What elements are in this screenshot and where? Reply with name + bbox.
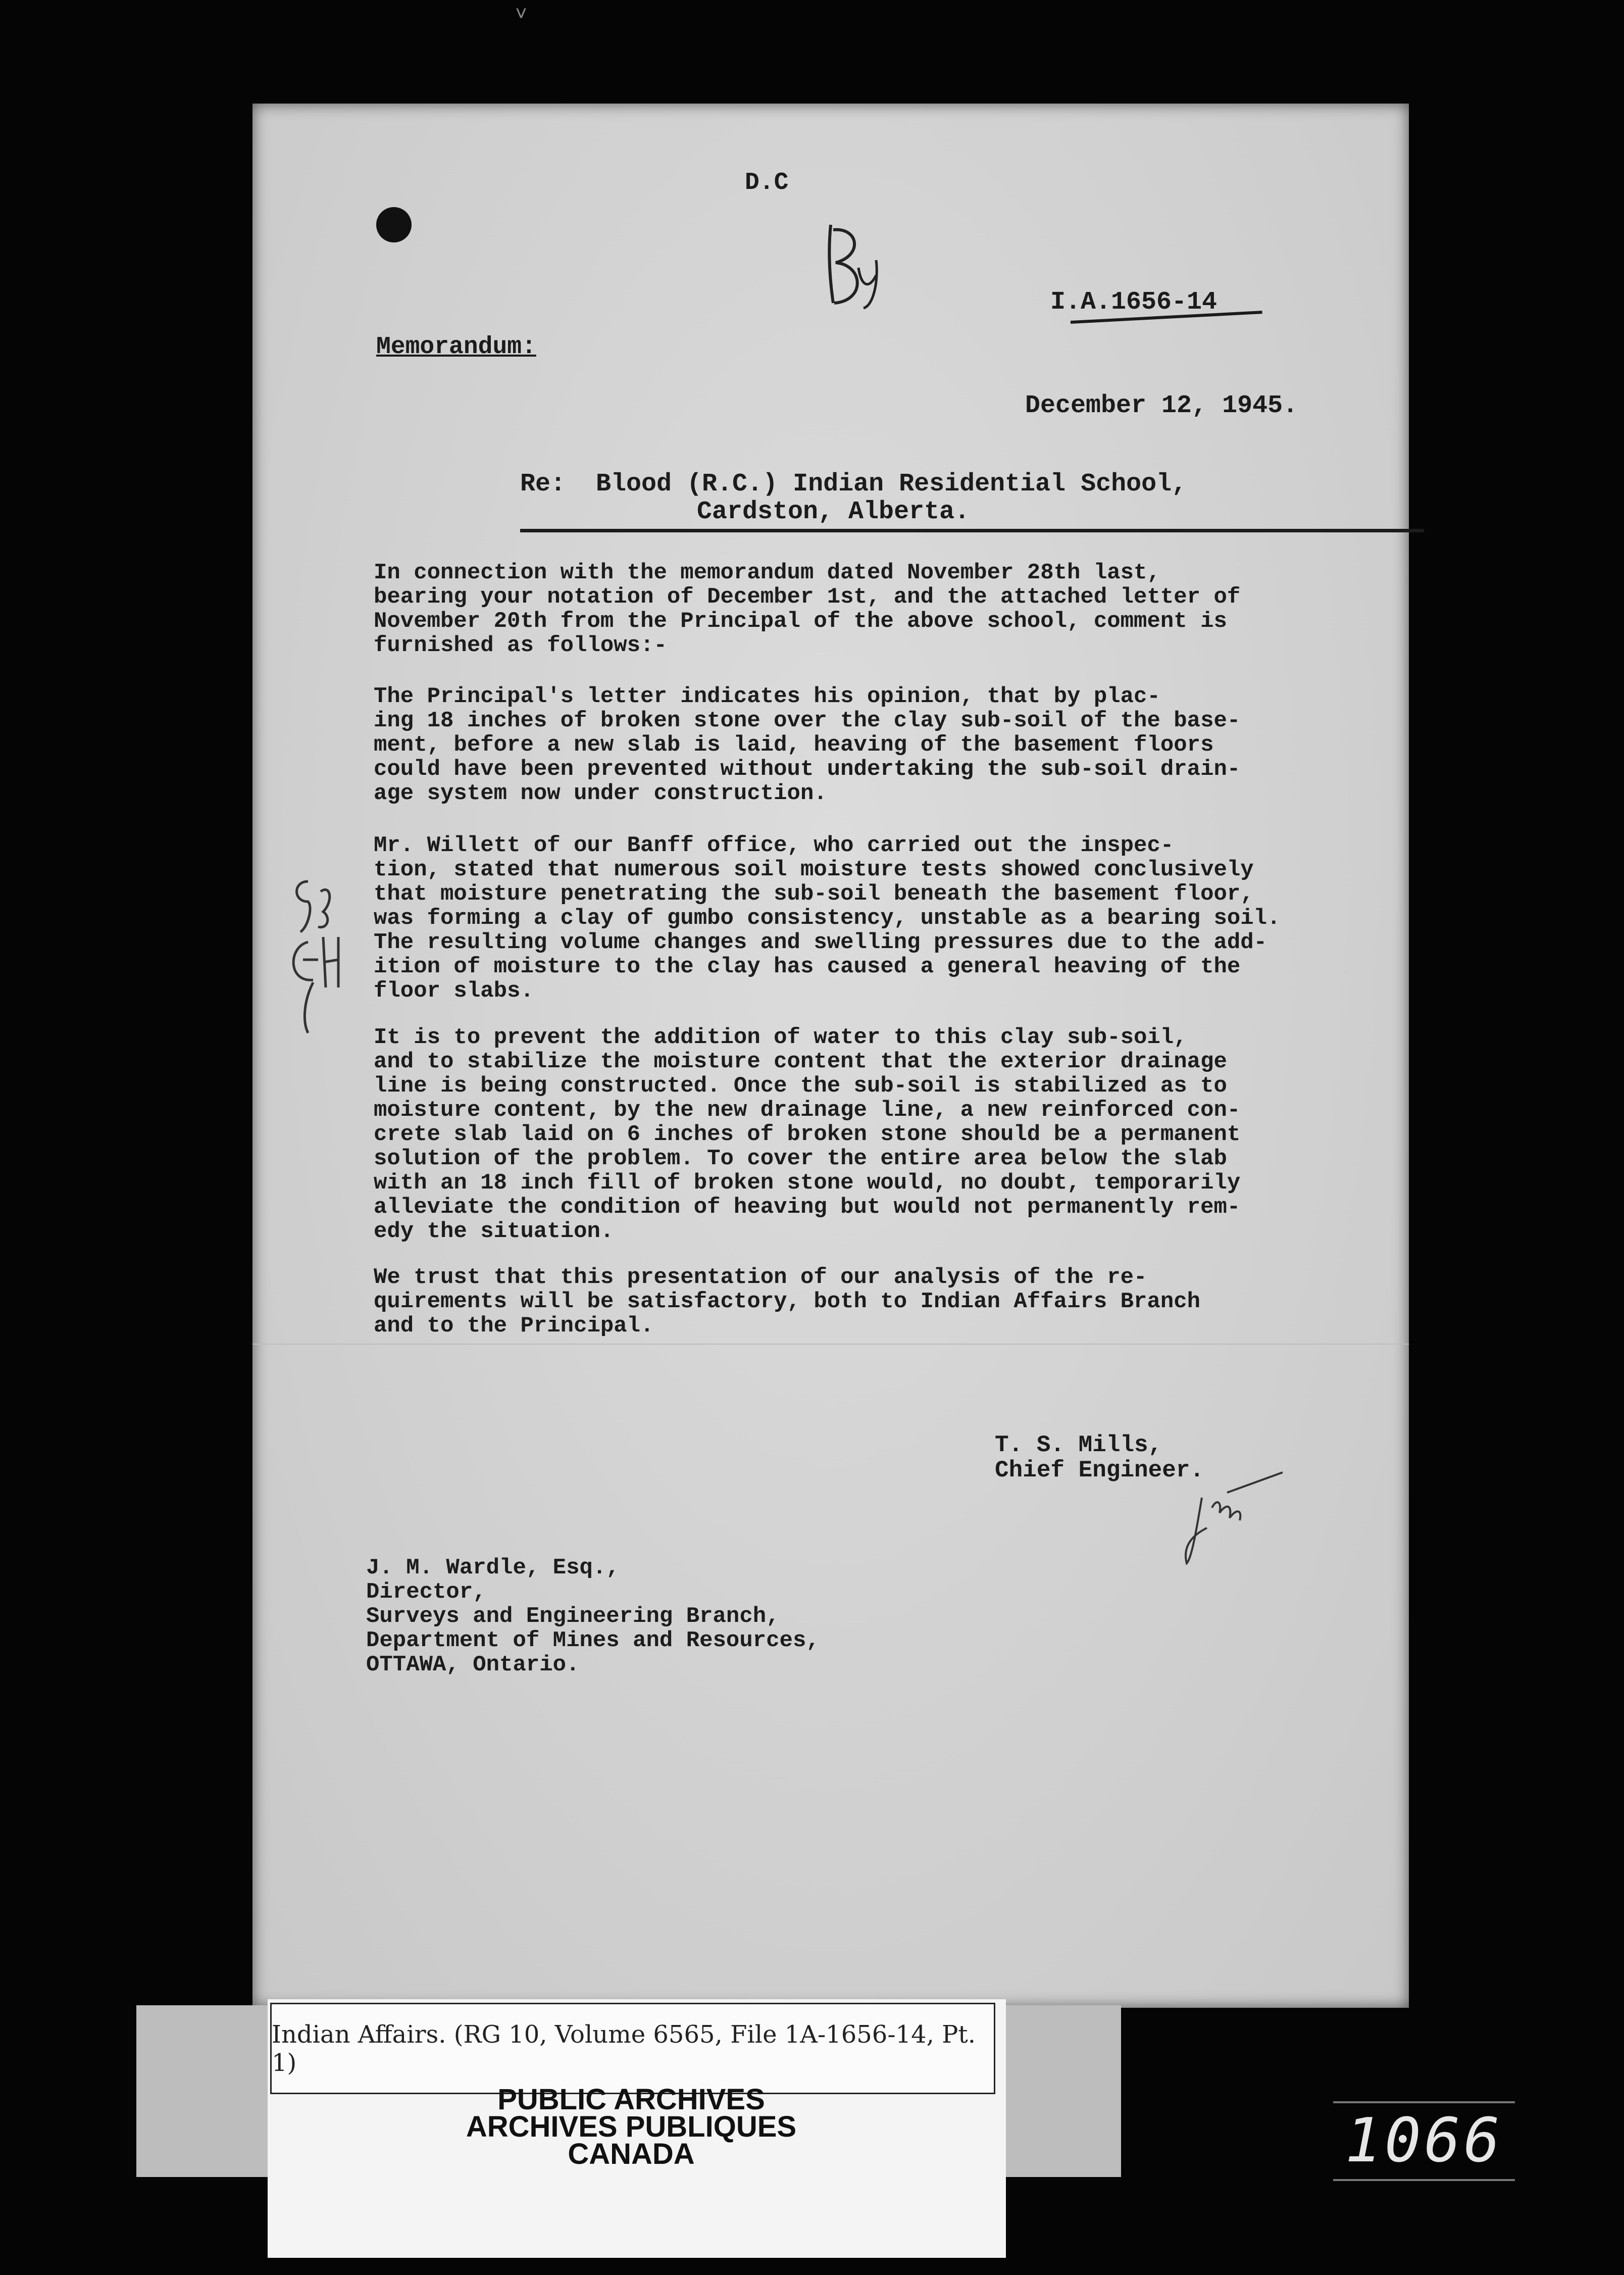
- subject-line-2: Cardston, Alberta.: [697, 498, 970, 526]
- text-line: In connection with the memorandum dated November 28th last,: [374, 560, 1160, 585]
- address-line: Department of Mines and Resources,: [366, 1628, 820, 1653]
- memo-page: [252, 104, 1409, 2008]
- text-line: ition of moisture to the clay has caused a general heaving of the: [374, 954, 1241, 979]
- text-line: furnished as follows:-: [374, 633, 667, 658]
- text-line: and to stabilize the moisture content that the exterior drainage: [374, 1049, 1227, 1074]
- archive-line-1: PUBLIC ARCHIVES: [497, 2083, 765, 2116]
- text-line: edy the situation.: [374, 1219, 614, 1244]
- text-line: and to the Principal.: [374, 1313, 654, 1339]
- text-line: moisture content, by the new drainage line, a new reinforced con-: [374, 1098, 1241, 1123]
- text-line: Mr. Willett of our Banff office, who carried out the inspec-: [374, 833, 1174, 858]
- text-line: age system now under construction.: [374, 781, 827, 806]
- handwritten-margin-note: [273, 871, 348, 1038]
- text-line: We trust that this presentation of our analysis of the re-: [374, 1265, 1147, 1290]
- subject-label: Re:: [520, 470, 566, 499]
- text-line: was forming a clay of gumbo consistency, unstable as a bearing soil.: [374, 906, 1281, 931]
- address-line: Director,: [366, 1579, 486, 1605]
- address-line: Surveys and Engineering Branch,: [366, 1604, 780, 1629]
- signature-name: T. S. Mills,: [995, 1432, 1162, 1458]
- recipient-address: [366, 1556, 820, 1677]
- text-line: alleviate the condition of heaving but would not permanently rem-: [374, 1195, 1241, 1220]
- paragraph-3: [374, 833, 1404, 1003]
- text-line: line is being constructed. Once the sub-soil is stabilized as to: [374, 1073, 1227, 1099]
- memo-heading: Memorandum:: [376, 333, 536, 361]
- text-line: crete slab laid on 6 inches of broken stone should be a permanent: [374, 1122, 1241, 1147]
- memo-date: December 12, 1945.: [1025, 391, 1298, 420]
- text-line: bearing your notation of December 1st, and the attached letter of: [374, 584, 1241, 610]
- dc-mark: D.C: [745, 169, 789, 196]
- punch-hole: [376, 207, 412, 242]
- file-number: I.A.1656-14: [1050, 288, 1217, 317]
- text-line: It is to prevent the addition of water to this clay sub-soil,: [374, 1025, 1187, 1050]
- archive-line-2: ARCHIVES PUBLIQUES: [466, 2110, 797, 2143]
- text-line: The resulting volume changes and swelling pressures due to the add-: [374, 930, 1267, 955]
- address-line: J. M. Wardle, Esq.,: [366, 1555, 620, 1580]
- page-fold-line: [252, 1344, 1409, 1345]
- subject-line-1: Blood (R.C.) Indian Residential School,: [596, 470, 1187, 499]
- text-line: ing 18 inches of broken stone over the clay sub-soil of the base-: [374, 708, 1241, 733]
- signature-title: Chief Engineer.: [995, 1457, 1204, 1483]
- text-line: November 20th from the Principal of the above school, comment is: [374, 609, 1227, 634]
- archive-citation: Indian Affairs. (RG 10, Volume 6565, File 1A-1656-14, Pt. 1): [270, 2003, 995, 2094]
- text-line: quirements will be satisfactory, both to Indian Affairs Branch: [374, 1289, 1201, 1314]
- paragraph-5: [374, 1265, 1404, 1338]
- archive-stamp: [268, 2083, 995, 2170]
- text-line: The Principal's letter indicates his opinion, that by plac-: [374, 684, 1160, 709]
- paragraph-4: [374, 1025, 1404, 1244]
- subject-underline: [520, 529, 1424, 532]
- text-line: tion, stated that numerous soil moisture tests showed conclusively: [374, 857, 1254, 882]
- handwritten-initials: [823, 220, 889, 311]
- paragraph-1: [374, 561, 1404, 658]
- text-line: floor slabs.: [374, 978, 534, 1004]
- text-line: with an 18 inch fill of broken stone would, no doubt, temporarily: [374, 1170, 1241, 1196]
- frame-number: 1066: [1333, 2101, 1515, 2181]
- top-tick-mark: ˅: [515, 4, 528, 27]
- text-line: that moisture penetrating the sub-soil beneath the basement floor,: [374, 881, 1254, 907]
- paragraph-2: [374, 684, 1404, 806]
- text-line: could have been prevented without undertaking the sub-soil drain-: [374, 757, 1241, 782]
- text-line: ment, before a new slab is laid, heaving of the basement floors: [374, 732, 1214, 758]
- handwritten-signature: [1182, 1467, 1293, 1568]
- archive-line-3: CANADA: [568, 2138, 695, 2170]
- address-line: OTTAWA, Ontario.: [366, 1652, 580, 1677]
- text-line: solution of the problem. To cover the entire area below the slab: [374, 1146, 1227, 1171]
